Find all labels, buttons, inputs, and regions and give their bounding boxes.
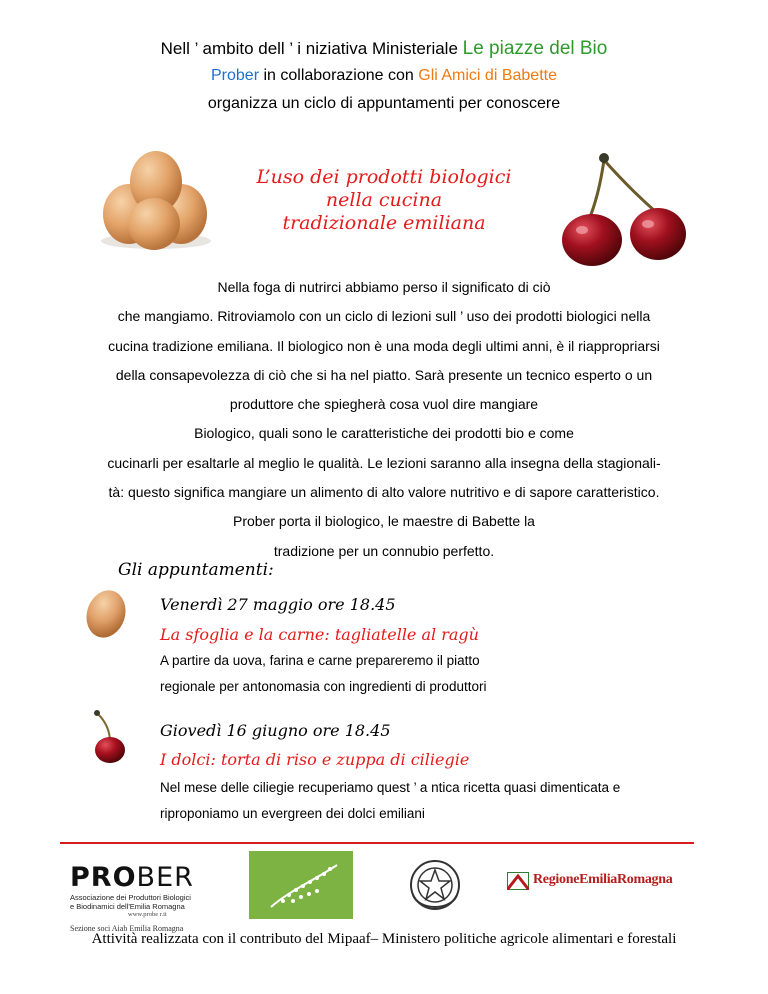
event-1-desc-line: A partire da uova, farina e carne prepareremo il piatto [160, 653, 480, 668]
body-line: che mangiamo. Ritroviamolo con un ciclo di lezioni sull ’ uso dei prodotti biologici nella [117, 308, 651, 325]
prober-subtitle-2: e Biodinamici dell'Emilia Romagna [70, 902, 185, 911]
footer-divider [60, 842, 694, 844]
header-initiative-name: Le piazze del Bio [462, 38, 608, 59]
body-line: Biologico, quali sono le caratteristiche dei prodotti bio e come [194, 425, 574, 442]
event-2-description [160, 775, 620, 827]
body-line: Nella foga di nutrirci abbiamo perso il significato di ciò [217, 279, 551, 295]
cherries-image [560, 148, 700, 266]
region-name: RegioneEmiliaRomagna [533, 872, 673, 887]
event-1-date: Venerdì 27 maggio ore 18.45 [160, 595, 396, 614]
italian-republic-emblem [405, 855, 465, 917]
description-paragraph [60, 273, 708, 566]
prober-logo-name [70, 862, 230, 893]
event-1-description [160, 648, 486, 700]
body-line: tradizione per un connubio perfetto. [273, 542, 495, 559]
cherry-icon [84, 708, 130, 764]
header-line-1 [0, 38, 768, 60]
body-line: della consapevolezza di ciò che si ha nel piatto. Sarà presente un tecnico esperto o un [115, 366, 653, 383]
prober-section: Sezione soci Aiab Emilia Romagna [70, 924, 184, 933]
prober-url: www.probe r.it [128, 911, 167, 918]
header-collab: in collaborazione con [259, 67, 419, 84]
eggs-image [96, 146, 216, 252]
egg-icon [82, 588, 130, 640]
event-2-desc-line: riproponiamo un evergreen dei dolci emiliani [160, 806, 425, 821]
event-1-title: La sfoglia e la carne: tagliatelle al ragù [160, 625, 479, 644]
region-flag-icon [507, 872, 529, 890]
appointments-heading: Gli appuntamenti: [118, 560, 274, 580]
regione-emilia-romagna-logo [507, 868, 697, 896]
footer-credit: Attività realizzata con il contributo del Mipaaf– Ministero politiche agricole alimentari e forestali [91, 931, 677, 947]
prober-name-part-a: PRO [70, 862, 137, 893]
header-amici: Gli Amici di Babette [418, 67, 557, 84]
event-series-title [210, 166, 558, 235]
body-line: cucina tradizione emiliana. Il biologico non è una moda degli ultimi anni, è il riappropriarsi [108, 337, 660, 354]
title-line-2: nella cucina [325, 189, 443, 211]
eu-organic-logo [249, 851, 353, 919]
header-line-3: organizza un ciclo di appuntamenti per conoscere [207, 95, 561, 112]
prober-name-part-b: BER [136, 862, 194, 893]
title-line-1: L’uso dei prodotti biologici [256, 166, 512, 188]
prober-logo [70, 862, 230, 933]
header-line-2 [0, 67, 768, 85]
body-line: cucinarli per esaltarle al meglio le qualità. Le lezioni saranno alla insegna della stagionali- [107, 454, 661, 471]
event-1-desc-line: regionale per antonomasia con ingredienti di produttori [160, 679, 487, 694]
header-intro: Nell ’ ambito dell ’ i niziativa Ministeriale [160, 39, 463, 58]
prober-subtitle-1: Associazione dei Produttori Biologici [70, 893, 191, 902]
body-line: produttore che spiegherà cosa vuol dire mangiare [229, 396, 539, 413]
title-line-3: tradizionale emiliana [282, 212, 486, 234]
header-prober: Prober [211, 67, 260, 84]
event-2-desc-line: Nel mese delle ciliegie recuperiamo quest ’ a ntica ricetta quasi dimenticata e [160, 780, 621, 795]
body-line: tà: questo significa mangiare un alimento di alto valore nutritivo e di sapore caratteristico. [108, 484, 660, 501]
event-2-date: Giovedì 16 giugno ore 18.45 [160, 721, 391, 740]
body-line: Prober porta il biologico, le maestre di Babette la [233, 513, 535, 530]
event-2-title: I dolci: torta di riso e zuppa di ciliegie [160, 750, 470, 769]
